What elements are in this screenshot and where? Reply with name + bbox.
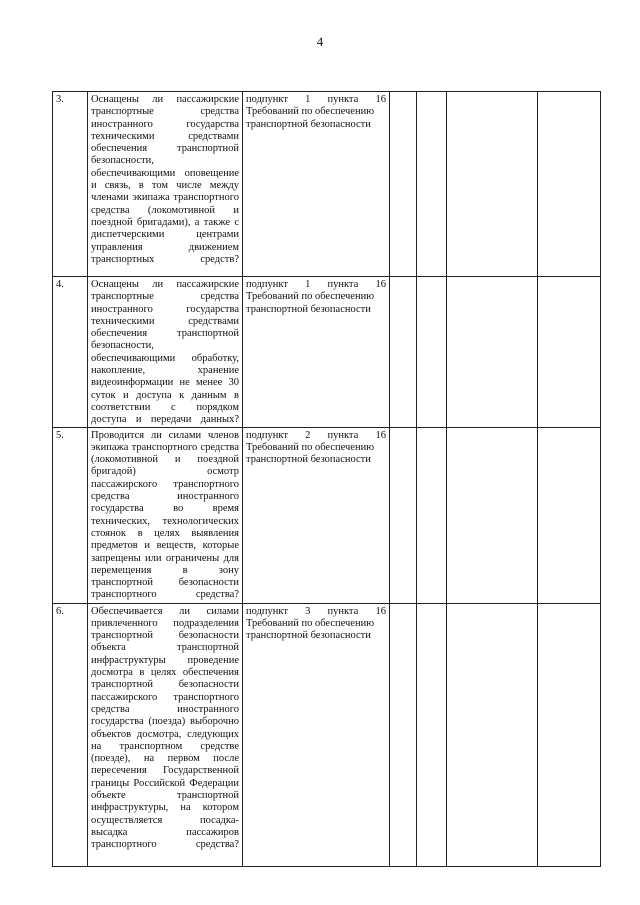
answer-na-cell — [447, 603, 538, 866]
table-row — [53, 277, 601, 428]
notes-cell — [538, 277, 601, 428]
legal-reference: подпункт 1 пункта 16 Требований по обеспечению транспортной безопасности — [243, 92, 390, 277]
row-number: 5. — [53, 427, 88, 603]
table-row — [53, 92, 601, 277]
answer-no-cell — [417, 603, 447, 866]
reference-line: подпункт 2 пункта 16 — [246, 429, 386, 441]
question-text: Обеспечивается ли силами привлеченного подразделения транспортной безопасности объекта транспортной инфраструктуры проведение досмотра в целях обеспечения транспортной безопасности пассажирского транспортного средства иностранного государства (поезда) выборочно объектов досмотра, следующих на транспортном средстве (поезде), на первом после пересечения Государственной границы Российской Федерации объекте транспортной инфраструктуры, на котором осуществляется посадка-высадка пассажиров транспортного средства? — [88, 603, 243, 866]
legal-reference: подпункт 2 пункта 16 Требований по обеспечению транспортной безопасности — [243, 427, 390, 603]
question-text: Проводится ли силами членов экипажа транспортного средства (локомотивной и поездной бригадой) осмотр пассажирского транспортного средства иностранного государства во время технических, технологических стоянок в целях выявления предметов и веществ, которые запрещены или ограничены для перемещения в зону транспортной безопасности транспортного средства? — [88, 427, 243, 603]
reference-line: подпункт 1 пункта 16 — [246, 279, 386, 290]
question-text: Оснащены ли пассажирские транспортные средства иностранного государства техническими средствами обеспечения транспортной безопасности, обеспечивающими обработку, накопление, хранение видеоинформации не менее 30 суток и доступа к данным в соответствии с порядком доступа и передачи данных? — [88, 277, 243, 428]
answer-no-cell — [417, 427, 447, 603]
answer-yes-cell — [390, 427, 417, 603]
answer-yes-cell — [390, 277, 417, 428]
answer-na-cell — [447, 427, 538, 603]
legal-reference: подпункт 1 пункта 16 Требований по обеспечению транспортной безопасности — [243, 277, 390, 428]
answer-yes-cell — [390, 603, 417, 866]
legal-reference: подпункт 3 пункта 16 Требований по обеспечению транспортной безопасности — [243, 603, 390, 866]
row-number: 6. — [53, 603, 88, 866]
answer-na-cell — [447, 277, 538, 428]
row-number: 3. — [53, 92, 88, 277]
table-row — [53, 603, 601, 866]
notes-cell — [538, 427, 601, 603]
answer-na-cell — [447, 92, 538, 277]
answer-yes-cell — [390, 92, 417, 277]
question-text: Оснащены ли пассажирские транспортные средства иностранного государства техническими средствами обеспечения транспортной безопасности, обеспечивающими оповещение и связь, в том числе между членами экипажа транспортного средства (локомотивной и поездной бригадами), а также с диспетчерскими центрами управления движением транспортных средств? — [88, 92, 243, 277]
table-row — [53, 427, 601, 603]
page-number: 4 — [316, 34, 324, 49]
answer-no-cell — [417, 92, 447, 277]
notes-cell — [538, 603, 601, 866]
notes-cell — [538, 92, 601, 277]
reference-line: подпункт 1 пункта 16 — [246, 94, 386, 105]
row-number: 4. — [53, 277, 88, 428]
checklist-table — [52, 91, 601, 867]
answer-no-cell — [417, 277, 447, 428]
reference-line: подпункт 3 пункта 16 — [246, 605, 386, 617]
